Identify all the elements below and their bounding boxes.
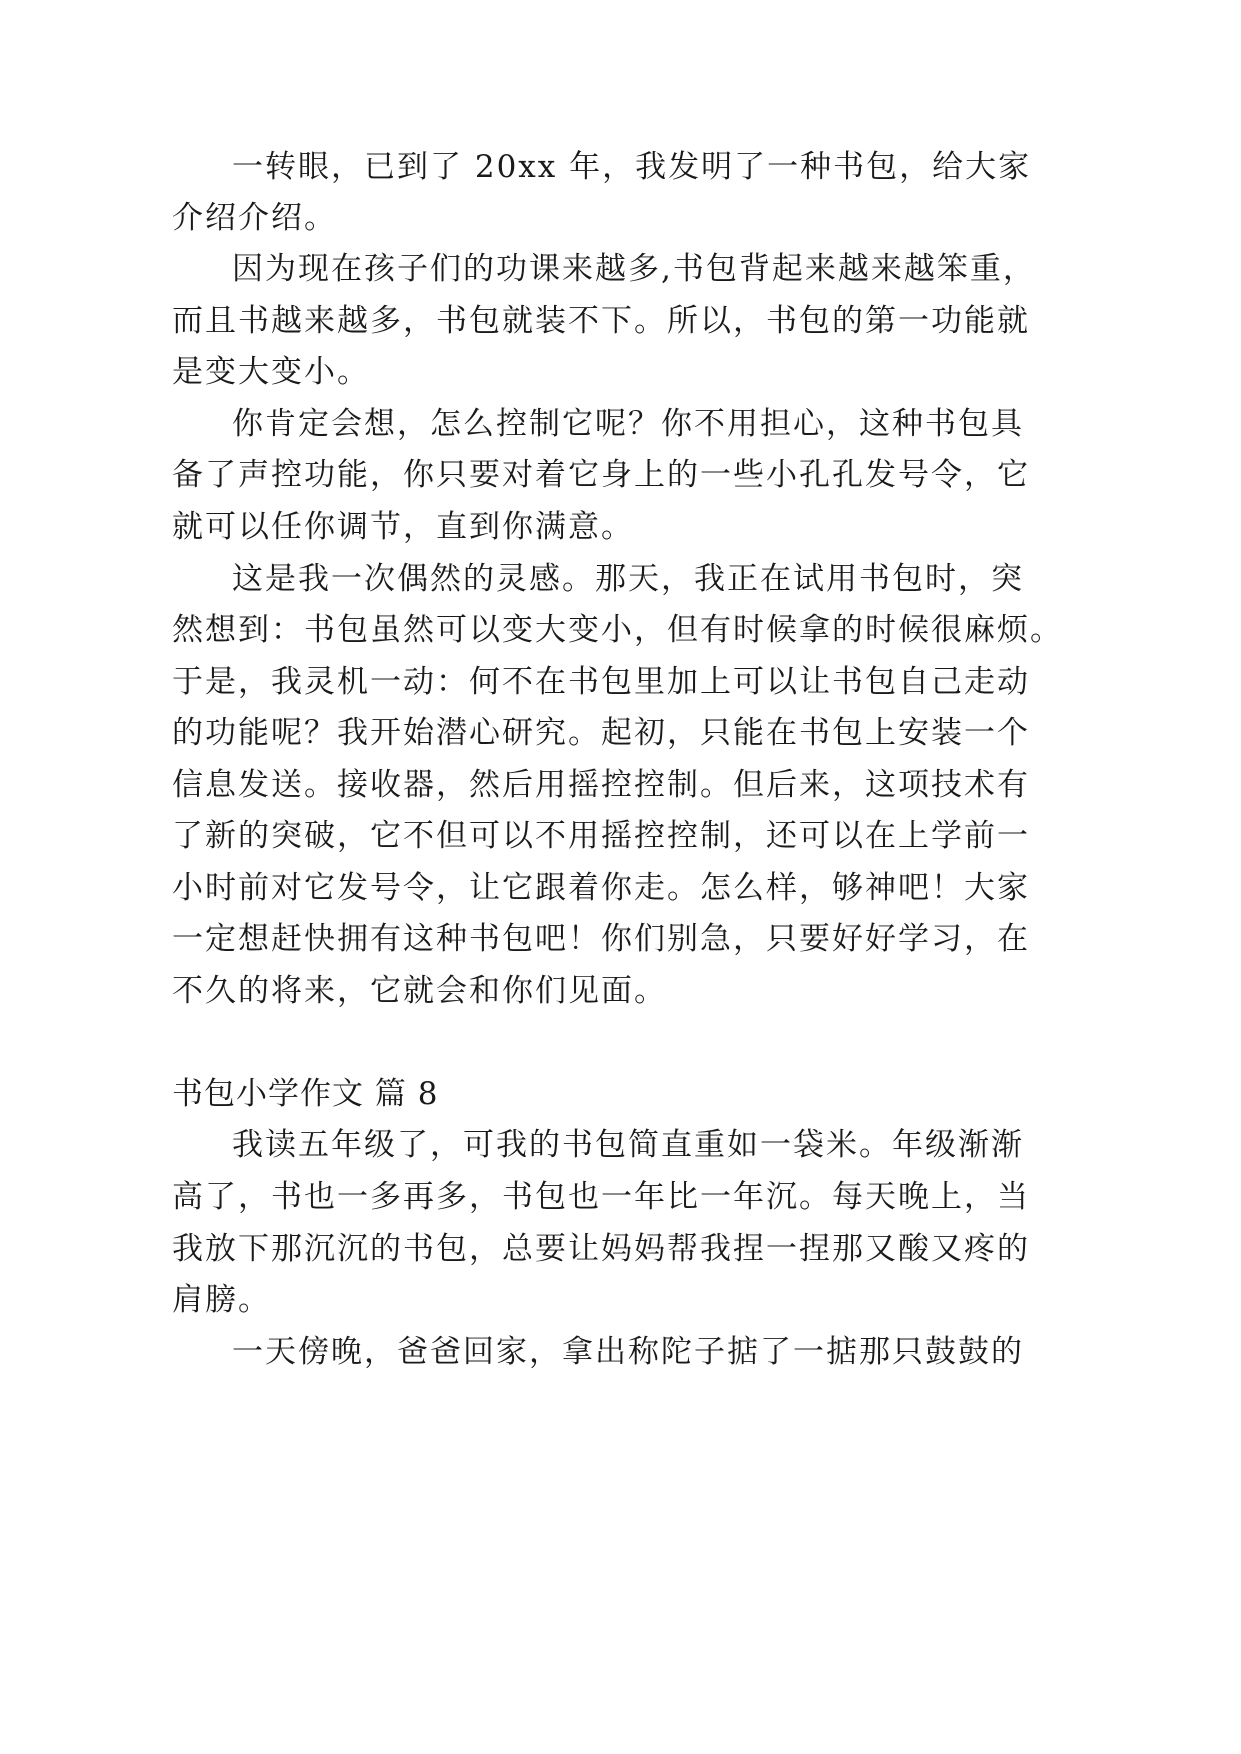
paragraph-5-line-1: 我读五年级了，可我的书包简直重如一袋米。年级渐渐 [232,1127,1024,1163]
paragraph-4-line-6: 了新的突破，它不但可以不用摇控控制，还可以在上学前一 [172,818,1030,854]
paragraph-4-line-8: 一定想赶快拥有这种书包吧！你们别急，只要好好学习，在 [172,921,1030,957]
paragraph-1-line-1: 一转眼，已到了 20xx 年，我发明了一种书包，给大家 [232,149,1032,185]
paragraph-2-line-3: 是变大变小。 [172,354,370,390]
paragraph-5-line-2: 高了，书也一多再多，书包也一年比一年沉。每天晚上，当 [172,1179,1030,1215]
paragraph-2-line-2: 而且书越来越多，书包就装不下。所以，书包的第一功能就 [172,303,1030,339]
paragraph-5-line-3: 我放下那沉沉的书包，总要让妈妈帮我捏一捏那又酸又疼的 [172,1231,1030,1267]
paragraph-6-line-1: 一天傍晚，爸爸回家，拿出称陀子掂了一掂那只鼓鼓的 [232,1334,1024,1370]
paragraph-3-line-3: 就可以任你调节，直到你满意。 [172,509,634,545]
paragraph-4-line-4: 的功能呢？我开始潜心研究。起初，只能在书包上安装一个 [172,715,1030,751]
paragraph-2-line-1: 因为现在孩子们的功课来越多,书包背起来越来越笨重， [232,251,1036,287]
paragraph-4-line-5: 信息发送。接收器，然后用摇控控制。但后来，这项技术有 [172,767,1030,803]
paragraph-4-line-2: 然想到：书包虽然可以变大变小，但有时候拿的时候很麻烦。 [172,612,1063,648]
paragraph-3-line-2: 备了声控功能，你只要对着它身上的一些小孔孔发号令，它 [172,457,1030,493]
paragraph-1-line-2: 介绍介绍。 [172,200,337,236]
paragraph-3-line-1: 你肯定会想，怎么控制它呢？你不用担心，这种书包具 [232,406,1024,442]
section-heading: 书包小学作文 篇 8 [172,1076,439,1112]
paragraph-4-line-3: 于是，我灵机一动：何不在书包里加上可以让书包自己走动 [172,664,1030,700]
paragraph-4-line-9: 不久的将来，它就会和你们见面。 [172,973,667,1009]
paragraph-4-line-1: 这是我一次偶然的灵感。那天，我正在试用书包时，突 [232,561,1024,597]
paragraph-5-line-4: 肩膀。 [172,1282,271,1318]
paragraph-4-line-7: 小时前对它发号令，让它跟着你走。怎么样，够神吧！大家 [172,870,1030,906]
